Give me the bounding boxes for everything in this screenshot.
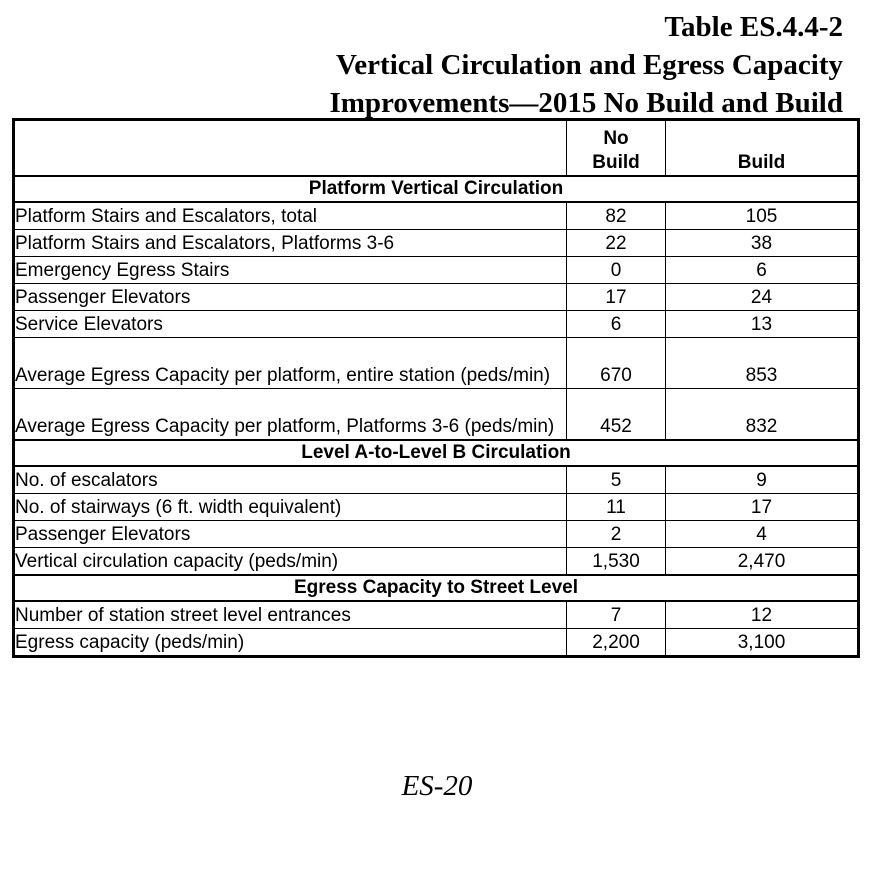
table-row xyxy=(14,230,859,257)
table-row xyxy=(14,257,859,284)
table-row xyxy=(14,521,859,548)
row-label: Egress capacity (peds/min) xyxy=(15,632,245,653)
table-row xyxy=(14,494,859,521)
table-row xyxy=(14,311,859,338)
row-label: Platform Stairs and Escalators, total xyxy=(14,202,567,230)
row-no-build-value: 0 xyxy=(567,257,666,284)
row-build-value: 832 xyxy=(666,389,859,441)
row-label: Average Egress Capacity per platform, entire station (peds/min) xyxy=(14,338,567,389)
table-row xyxy=(14,338,859,389)
row-build-value: 4 xyxy=(666,521,859,548)
table-row xyxy=(14,202,859,230)
row-build-value: 12 xyxy=(666,601,859,629)
section-header-egress-capacity-to-street-level xyxy=(14,575,859,601)
table-row xyxy=(14,629,859,657)
section-header-level-a-to-level-b-circulation xyxy=(14,440,859,466)
page-number: ES-20 xyxy=(401,770,473,802)
row-no-build-value: 1,530 xyxy=(567,548,666,576)
row-no-build-value: 22 xyxy=(567,230,666,257)
table-header-row xyxy=(14,120,859,177)
row-build-value: 38 xyxy=(666,230,859,257)
table-title xyxy=(329,8,843,122)
capacity-table xyxy=(12,118,860,658)
row-label: Emergency Egress Stairs xyxy=(14,257,567,284)
header-no-build-line-2: Build xyxy=(592,152,640,173)
row-no-build-value: 6 xyxy=(567,311,666,338)
row-build-value: 9 xyxy=(666,466,859,494)
section-header-platform-vertical-circulation xyxy=(14,176,859,202)
row-label: Number of station street level entrances xyxy=(14,601,567,629)
row-build-value: 3,100 xyxy=(666,629,859,657)
row-no-build-value: 11 xyxy=(567,494,666,521)
row-no-build-value: 2,200 xyxy=(567,629,666,657)
row-build-value: 13 xyxy=(666,311,859,338)
row-no-build-value: 452 xyxy=(567,389,666,441)
row-build-value: 6 xyxy=(666,257,859,284)
section-title: Level A-to-Level B Circulation xyxy=(14,440,859,466)
row-label: No. of stairways (6 ft. width equivalent) xyxy=(14,494,567,521)
section-title: Egress Capacity to Street Level xyxy=(14,575,859,601)
row-no-build-value: 2 xyxy=(567,521,666,548)
row-build-value: 853 xyxy=(666,338,859,389)
section-title: Platform Vertical Circulation xyxy=(14,176,859,202)
row-label: Passenger Elevators xyxy=(14,284,567,311)
row-label: Passenger Elevators xyxy=(14,521,567,548)
row-label: Average Egress Capacity per platform, Platforms 3-6 (peds/min) xyxy=(14,389,567,441)
row-no-build-value: 670 xyxy=(567,338,666,389)
table-row xyxy=(14,601,859,629)
table-number: Table ES.4.4-2 xyxy=(664,11,843,43)
header-item xyxy=(14,120,567,177)
row-label: Platform Stairs and Escalators, Platforms 3-6 xyxy=(14,230,567,257)
row-build-value: 105 xyxy=(666,202,859,230)
row-build-value: 24 xyxy=(666,284,859,311)
row-label: Service Elevators xyxy=(14,311,567,338)
header-no-build-line-1: No xyxy=(603,128,629,149)
row-no-build-value: 17 xyxy=(567,284,666,311)
row-build-value: 2,470 xyxy=(666,548,859,576)
header-no-build xyxy=(567,120,666,177)
table-row xyxy=(14,466,859,494)
row-label: Vertical circulation capacity (peds/min) xyxy=(14,548,567,576)
table-row xyxy=(14,548,859,576)
row-build-value: 17 xyxy=(666,494,859,521)
row-no-build-value: 7 xyxy=(567,601,666,629)
table-caption-line-1: Vertical Circulation and Egress Capacity xyxy=(336,49,843,81)
row-no-build-value: 5 xyxy=(567,466,666,494)
table-row xyxy=(14,284,859,311)
row-no-build-value: 82 xyxy=(567,202,666,230)
table-caption-line-2: Improvements—2015 No Build and Build xyxy=(329,87,843,119)
row-label: No. of escalators xyxy=(14,466,567,494)
header-build: Build xyxy=(666,120,859,177)
table-row xyxy=(14,389,859,441)
